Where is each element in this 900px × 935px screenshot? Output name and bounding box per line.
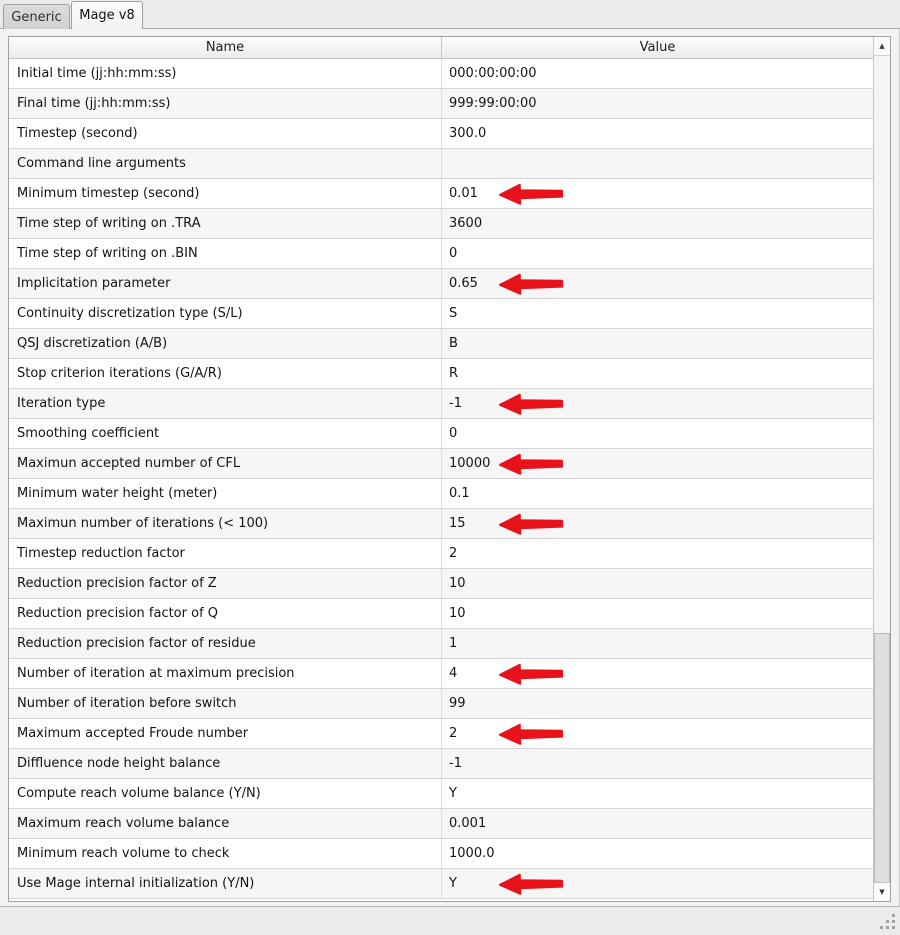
param-value-text: 2	[449, 726, 458, 741]
param-value-text: -1	[449, 396, 462, 411]
param-value-text: 0	[449, 246, 458, 261]
tab-generic[interactable]	[3, 4, 70, 29]
red-arrow-icon	[498, 872, 566, 896]
param-value-cell[interactable]	[442, 659, 873, 688]
param-name-cell: Minimum water height (meter)	[9, 479, 442, 508]
table-row[interactable]	[9, 809, 873, 839]
param-value-text: 0.01	[449, 186, 478, 201]
param-value-cell[interactable]	[442, 299, 873, 328]
param-name-cell: Timestep (second)	[9, 119, 442, 148]
table-row[interactable]	[9, 299, 873, 329]
table-row[interactable]	[9, 659, 873, 689]
param-value-text: 10000	[449, 456, 491, 471]
param-value-cell[interactable]	[442, 359, 873, 388]
param-name-cell: Maximum reach volume balance	[9, 809, 442, 838]
param-value-text: 0.65	[449, 276, 478, 291]
param-name-cell: Reduction precision factor of Q	[9, 599, 442, 628]
param-value-text: S	[449, 306, 458, 321]
table-row[interactable]	[9, 749, 873, 779]
param-value-text: 999:99:00:00	[449, 96, 537, 111]
param-name-cell: QSJ discretization (A/B)	[9, 329, 442, 358]
param-name-cell: Continuity discretization type (S/L)	[9, 299, 442, 328]
scroll-up-icon: ▲	[879, 42, 885, 50]
param-value-text: 0.001	[449, 816, 487, 831]
param-value-text: 4	[449, 666, 458, 681]
param-value-cell[interactable]	[442, 629, 873, 658]
table-row[interactable]	[9, 599, 873, 629]
red-arrow-icon	[498, 392, 566, 416]
tab-bar	[0, 0, 900, 29]
table-header-row	[9, 37, 873, 59]
param-name-cell: Number of iteration before switch	[9, 689, 442, 718]
table-columns	[9, 37, 873, 901]
param-value-cell[interactable]	[442, 119, 873, 148]
scroll-down-button[interactable]	[874, 882, 890, 901]
table-row[interactable]	[9, 239, 873, 269]
table-body	[9, 59, 873, 899]
param-name-cell: Reduction precision factor of residue	[9, 629, 442, 658]
param-name-cell: Implicitation parameter	[9, 269, 442, 298]
parameters-table	[8, 36, 891, 902]
param-value-cell[interactable]	[442, 719, 873, 748]
param-value-cell[interactable]	[442, 179, 873, 208]
param-value-cell[interactable]	[442, 869, 873, 898]
param-name-cell: Use Mage internal initialization (Y/N)	[9, 869, 442, 898]
param-value-cell[interactable]	[442, 419, 873, 448]
param-value-cell[interactable]	[442, 59, 873, 88]
table-row[interactable]	[9, 59, 873, 89]
param-name-cell: Time step of writing on .TRA	[9, 209, 442, 238]
vertical-scrollbar[interactable]	[873, 37, 890, 901]
red-arrow-icon	[498, 182, 566, 206]
table-row[interactable]	[9, 509, 873, 539]
param-name-cell: Maximun number of iterations (< 100)	[9, 509, 442, 538]
param-value-text: 0	[449, 426, 458, 441]
param-value-cell[interactable]	[442, 89, 873, 118]
column-header-value[interactable]: Value	[639, 40, 676, 55]
scrollbar-thumb[interactable]	[874, 633, 890, 883]
param-value-cell[interactable]	[442, 689, 873, 718]
red-arrow-icon	[498, 662, 566, 686]
red-arrow-icon	[498, 722, 566, 746]
red-arrow-icon	[498, 272, 566, 296]
param-name-cell: Maximun accepted number of CFL	[9, 449, 442, 478]
table-row[interactable]	[9, 119, 873, 149]
param-value-text: 1000.0	[449, 846, 495, 861]
table-row[interactable]	[9, 209, 873, 239]
param-name-cell: Diffluence node height balance	[9, 749, 442, 778]
table-row[interactable]	[9, 359, 873, 389]
table-row[interactable]	[9, 539, 873, 569]
table-row[interactable]	[9, 89, 873, 119]
param-name-cell: Reduction precision factor of Z	[9, 569, 442, 598]
param-name-cell: Timestep reduction factor	[9, 539, 442, 568]
param-value-cell[interactable]	[442, 569, 873, 598]
param-name-cell: Iteration type	[9, 389, 442, 418]
param-value-cell[interactable]	[442, 479, 873, 508]
param-name-cell: Number of iteration at maximum precision	[9, 659, 442, 688]
param-value-text: 2	[449, 546, 458, 561]
table-row[interactable]	[9, 569, 873, 599]
param-value-cell[interactable]	[442, 329, 873, 358]
table-row[interactable]	[9, 389, 873, 419]
table-row[interactable]	[9, 839, 873, 869]
param-value-cell[interactable]	[442, 149, 873, 178]
tab-generic-label: Generic	[11, 9, 62, 25]
param-value-cell[interactable]	[442, 209, 873, 238]
scroll-up-button[interactable]	[874, 37, 890, 56]
param-value-text: R	[449, 366, 459, 381]
param-value-text: Y	[449, 786, 457, 801]
resize-grip-icon[interactable]	[879, 913, 897, 931]
notebook-panel	[0, 29, 900, 907]
table-row[interactable]	[9, 629, 873, 659]
param-value-text: B	[449, 336, 458, 351]
table-row[interactable]	[9, 329, 873, 359]
param-value-text: 300.0	[449, 126, 487, 141]
table-row[interactable]	[9, 269, 873, 299]
param-value-cell[interactable]	[442, 779, 873, 808]
tab-mage-v8-label: Mage v8	[79, 8, 135, 23]
param-name-cell: Time step of writing on .BIN	[9, 239, 442, 268]
table-row[interactable]	[9, 179, 873, 209]
param-value-text: 15	[449, 516, 466, 531]
param-value-cell[interactable]	[442, 839, 873, 868]
param-value-text: Y	[449, 876, 457, 891]
param-value-cell[interactable]	[442, 389, 873, 418]
param-value-cell[interactable]	[442, 239, 873, 268]
table-row[interactable]	[9, 719, 873, 749]
param-value-text: 1	[449, 636, 458, 651]
param-name-cell: Compute reach volume balance (Y/N)	[9, 779, 442, 808]
table-row[interactable]	[9, 689, 873, 719]
param-value-text: 3600	[449, 216, 483, 231]
param-value-cell[interactable]	[442, 599, 873, 628]
param-value-text: 10	[449, 576, 466, 591]
tab-mage-v8[interactable]	[71, 1, 143, 29]
param-name-cell: Maximum accepted Froude number	[9, 719, 442, 748]
table-row[interactable]	[9, 419, 873, 449]
param-value-text: 10	[449, 606, 466, 621]
column-header-name[interactable]: Name	[9, 37, 442, 58]
param-value-text: 99	[449, 696, 466, 711]
param-name-cell: Minimum timestep (second)	[9, 179, 442, 208]
red-arrow-icon	[498, 512, 566, 536]
param-value-cell[interactable]	[442, 509, 873, 538]
param-name-cell: Initial time (jj:hh:mm:ss)	[9, 59, 442, 88]
status-bar	[0, 907, 900, 935]
param-value-cell[interactable]	[442, 809, 873, 838]
param-name-cell: Minimum reach volume to check	[9, 839, 442, 868]
param-name-cell: Stop criterion iterations (G/A/R)	[9, 359, 442, 388]
table-row[interactable]	[9, 779, 873, 809]
param-value-text: -1	[449, 756, 462, 771]
param-value-cell[interactable]	[442, 269, 873, 298]
red-arrow-icon	[498, 452, 566, 476]
table-row[interactable]	[9, 869, 873, 899]
table-row[interactable]	[9, 149, 873, 179]
param-name-cell: Command line arguments	[9, 149, 442, 178]
param-value-text: 000:00:00:00	[449, 66, 537, 81]
param-value-cell[interactable]	[442, 539, 873, 568]
param-name-cell: Smoothing coefficient	[9, 419, 442, 448]
table-row[interactable]	[9, 449, 873, 479]
table-row[interactable]	[9, 479, 873, 509]
param-value-text: 0.1	[449, 486, 470, 501]
param-value-cell[interactable]	[442, 749, 873, 778]
param-name-cell: Final time (jj:hh:mm:ss)	[9, 89, 442, 118]
param-value-cell[interactable]	[442, 449, 873, 478]
scroll-down-icon: ▼	[879, 888, 885, 896]
